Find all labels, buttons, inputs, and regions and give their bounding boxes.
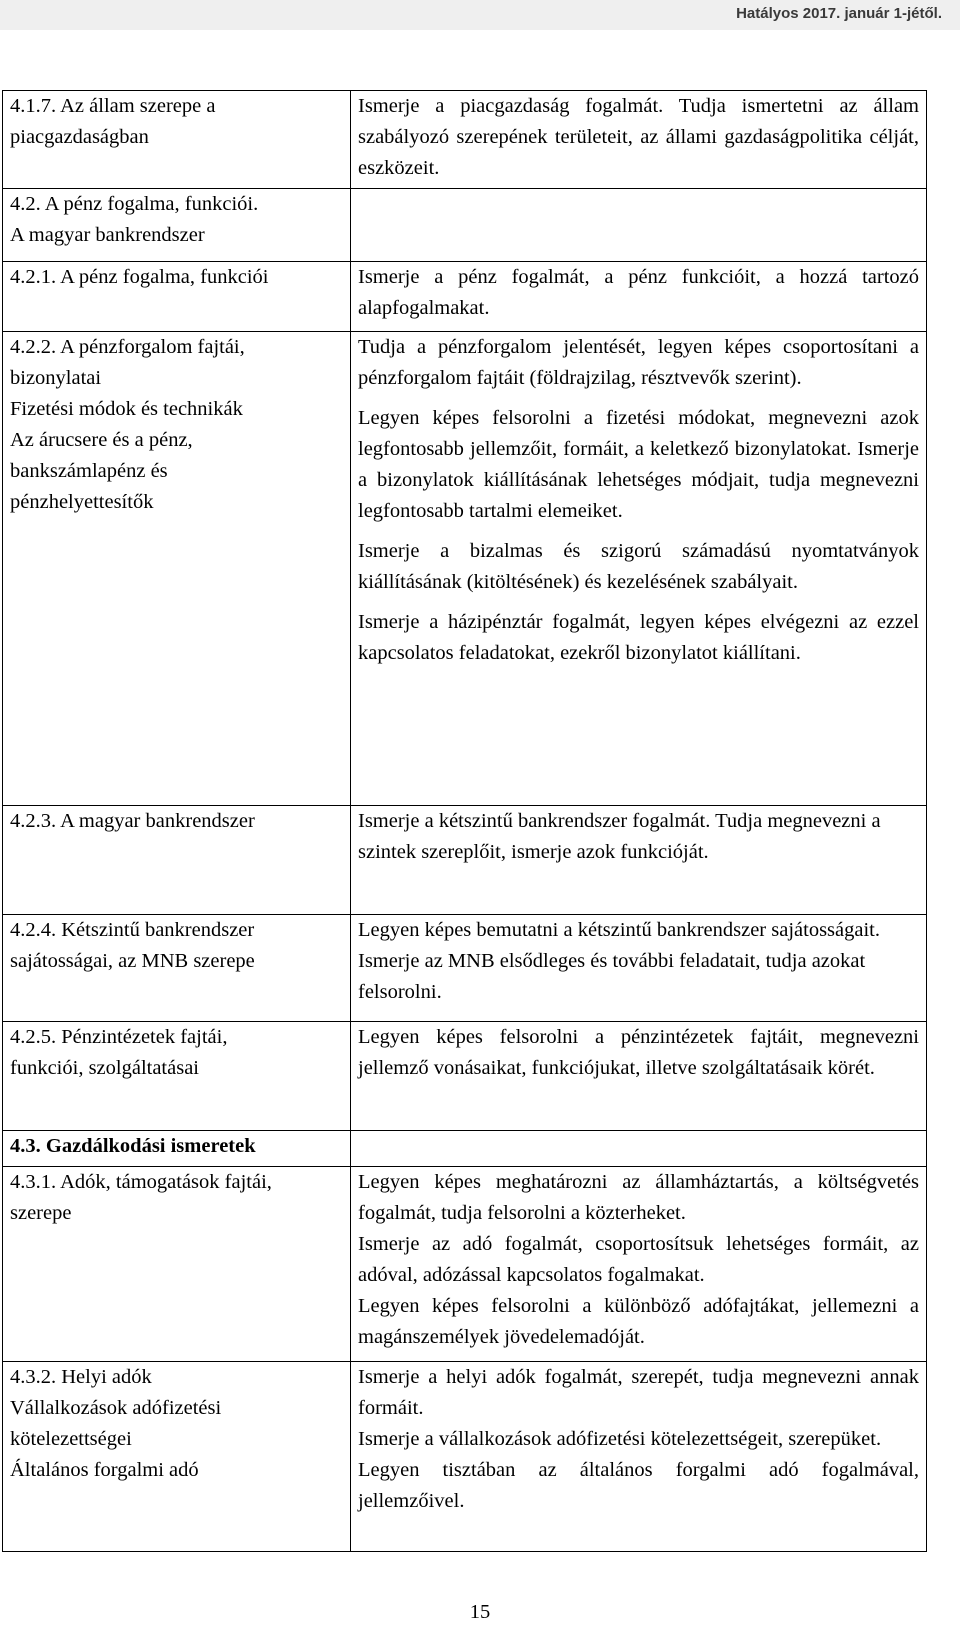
topic-cell (3, 1131, 351, 1167)
topic-cell (3, 806, 351, 915)
topic-line: 4.3.2. Helyi adók (10, 1366, 152, 1388)
description-paragraph: Ismerje a kétszintű bankrendszer fogalmát. Tudja megnevezni a szintek szereplőit, ismerje azok funkcióját. (358, 810, 881, 863)
description-cell (351, 1167, 927, 1362)
topic-line: sajátosságai, az MNB szerepe (10, 950, 255, 972)
description-paragraph: Ismerje a helyi adók fogalmát, szerepét, tudja megnevezni annak formáit. (358, 1366, 919, 1419)
topic-line: 4.2. A pénz fogalma, funkciói. (10, 193, 259, 215)
description-cell (351, 915, 927, 1022)
topic-line: pénzhelyettesítők (10, 491, 154, 513)
page-number: 15 (469, 1601, 491, 1623)
table-row (3, 262, 927, 332)
description-cell (351, 332, 927, 806)
description-cell (351, 1131, 927, 1167)
header-band (0, 0, 960, 30)
topic-line: 4.1.7. Az állam szerepe a (10, 95, 216, 117)
description-paragraph: Ismerje a piacgazdaság fogalmát. Tudja ismertetni az állam szabályozó szerepének területeit, az állami gazdaságpolitika célját, eszközeit. (358, 95, 919, 179)
description-paragraph: Legyen képes felsorolni a pénzintézetek fajtáit, megnevezni jellemző vonásaikat, funkciójukat, illetve szolgáltatásaik körét. (358, 1026, 919, 1079)
table-row (3, 1167, 927, 1362)
topic-line: Vállalkozások adófizetési (10, 1397, 222, 1419)
topic-cell (3, 1167, 351, 1362)
topic-line: Általános forgalmi adó (10, 1459, 199, 1481)
description-paragraph: Ismerje a vállalkozások adófizetési kötelezettségeit, szerepüket. (358, 1428, 882, 1450)
description-cell (351, 189, 927, 262)
topic-cell (3, 91, 351, 189)
topic-line: funkciói, szolgáltatásai (10, 1057, 199, 1079)
description-cell (351, 91, 927, 189)
table-row (3, 332, 927, 806)
topic-line: bankszámlapénz és (10, 460, 168, 482)
description-paragraph: Ismerje az adó fogalmát, csoportosítsuk lehetséges formáit, az adóval, adózással kapcsolatos fogalmakat. (358, 1233, 919, 1286)
table-row (3, 91, 927, 189)
description-cell (351, 1022, 927, 1131)
topic-cell (3, 1362, 351, 1552)
description-paragraph: Tudja a pénzforgalom jelentését, legyen képes csoportosítani a pénzforgalom fajtáit (földrajzilag, résztvevők szerint). (358, 336, 919, 389)
topic-line: Az árucsere és a pénz, (10, 429, 193, 451)
description-paragraph: Ismerje a bizalmas és szigorú számadású nyomtatványok kiállításának (kitöltésének) és kezelésének szabályait. (358, 540, 919, 593)
description-paragraph: Ismerje a házipénztár fogalmát, legyen képes elvégezni az ezzel kapcsolatos feladatokat, ezekről bizonylatot kiállítani. (358, 611, 919, 664)
description-paragraph: Legyen képes felsorolni a fizetési módokat, megnevezni azok legfontosabb jellemzőit, formáit, a keletkező bizonylatokat. Ismerje a bizonylatok kiállításának lehetséges módjait, tudja megnevezni legfontosabb tartalmi elemeiket. (358, 407, 919, 522)
description-cell (351, 806, 927, 915)
topic-cell (3, 1022, 351, 1131)
topic-line: Fizetési módok és technikák (10, 398, 243, 420)
topic-cell (3, 915, 351, 1022)
table-row (3, 915, 927, 1022)
table-row (3, 1022, 927, 1131)
topic-line: kötelezettségei (10, 1428, 132, 1450)
topic-line: 4.2.1. A pénz fogalma, funkciói (10, 266, 269, 288)
topic-line: szerepe (10, 1202, 72, 1224)
description-paragraph: Legyen tisztában az általános forgalmi adó fogalmával, jellemzőivel. (358, 1459, 919, 1512)
topic-line: piacgazdaságban (10, 126, 149, 148)
description-paragraph: Legyen képes bemutatni a kétszintű bankrendszer sajátosságait. Ismerje az MNB elsődleges és további feladatait, tudja azokat felsorolni. (358, 919, 880, 1003)
topic-line: 4.2.5. Pénzintézetek fajtái, (10, 1026, 228, 1048)
description-paragraph: Legyen képes meghatározni az államháztartás, a költségvetés fogalmát, tudja felsorolni a közterheket. (358, 1171, 919, 1224)
topic-cell (3, 332, 351, 806)
topic-line: 4.2.3. A magyar bankrendszer (10, 810, 255, 832)
topic-line: 4.3.1. Adók, támogatások fajtái, (10, 1171, 272, 1193)
description-paragraph: Ismerje a pénz fogalmát, a pénz funkcióit, a hozzá tartozó alapfogalmakat. (358, 266, 919, 319)
curriculum-table (2, 90, 927, 1552)
topic-line: 4.3. Gazdálkodási ismeretek (10, 1135, 256, 1157)
table-row (3, 806, 927, 915)
topic-line: 4.2.4. Kétszintű bankrendszer (10, 919, 255, 941)
table-row (3, 1131, 927, 1167)
topic-cell (3, 262, 351, 332)
topic-line: 4.2.2. A pénzforgalom fajtái, (10, 336, 245, 358)
topic-cell (3, 189, 351, 262)
description-cell (351, 262, 927, 332)
topic-line: bizonylatai (10, 367, 102, 389)
topic-line: A magyar bankrendszer (10, 224, 205, 246)
table-row (3, 1362, 927, 1552)
validity-note: Hatályos 2017. január 1-jétől. (736, 5, 942, 22)
description-cell (351, 1362, 927, 1552)
description-paragraph: Legyen képes felsorolni a különböző adófajtákat, jellemezni a magánszemélyek jövedelemadóját. (358, 1295, 919, 1348)
table-row (3, 189, 927, 262)
